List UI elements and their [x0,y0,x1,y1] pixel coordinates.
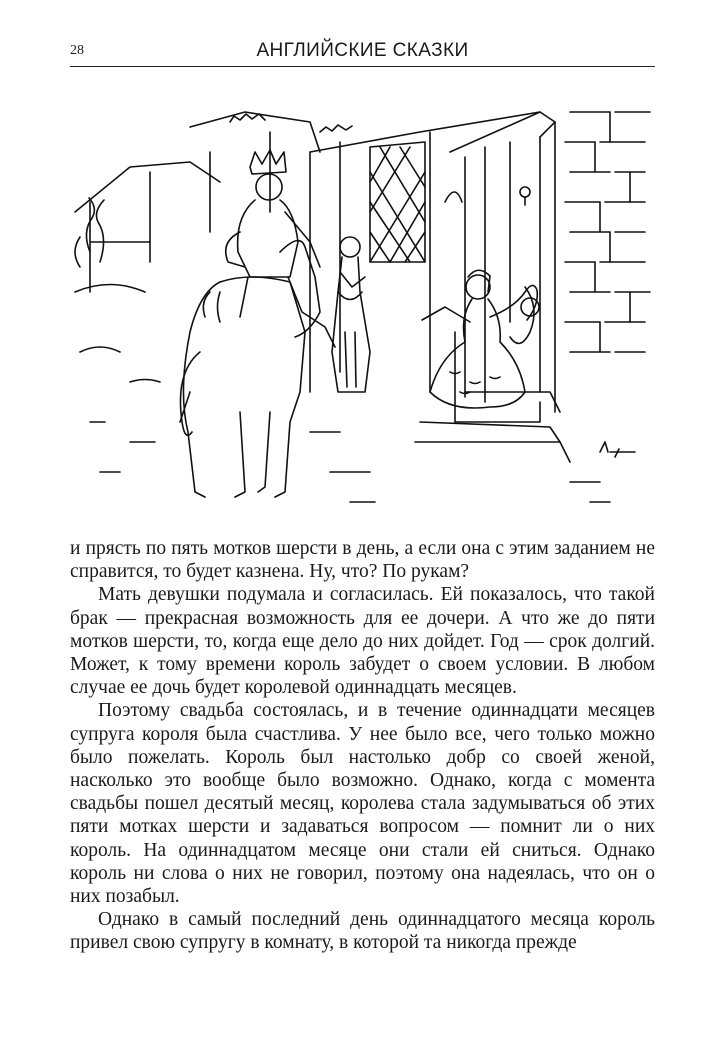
spinning-woman [422,270,539,408]
paragraph-1: и прясть по пять мотков шерсти в день, а если она с этим заданием не справится, то будет казнена. Ну, что? По рукам? [70,538,655,583]
brick-wall [555,112,650,412]
king-on-horse [180,150,335,497]
ground-lines [80,347,635,502]
page-number: 28 [70,43,84,58]
paragraph-4: Однако в самый последний день одиннадцатого месяца король привел свою супругу в комнату, в которой та никогда прежде [70,909,655,954]
paragraph-2: Мать девушки подумала и согласилась. Ей показалось, что такой брак — прекрасная возможность для ее дочери. А что же до пяти мотков шерсти, то, когда еще дело до них дойдет. Год — срок долгий. Может, к тому времени король забудет о своем условии. В любом случае ее дочь будет королевой одиннадцать месяцев. [70,584,655,699]
running-title: АНГЛИЙСКИЕ СКАЗКИ [256,40,469,61]
paragraph-3: Поэтому свадьба состоялась, и в течение одиннадцати месяцев супруга короля была счастлива. У нее было все, чего только можно было пожелать. Король был настолько добр со своей женой, насколько это вообще было возможно. Однако, когда с момента свадьбы пошел десятый месяц, королева стала задумываться об этих пяти мотках шерсти и задаваться вопросом — помнит ли о них король. На одиннадцатом месяце они стали ей сниться. Однако король ни слова о них не говорил, поэтому она надеялась, что он о них позабыл. [70,700,655,908]
house-building [310,112,570,462]
young-woman-in-doorway [332,237,370,392]
page-header [70,40,655,67]
illustration [70,92,655,522]
body-text [70,537,655,955]
